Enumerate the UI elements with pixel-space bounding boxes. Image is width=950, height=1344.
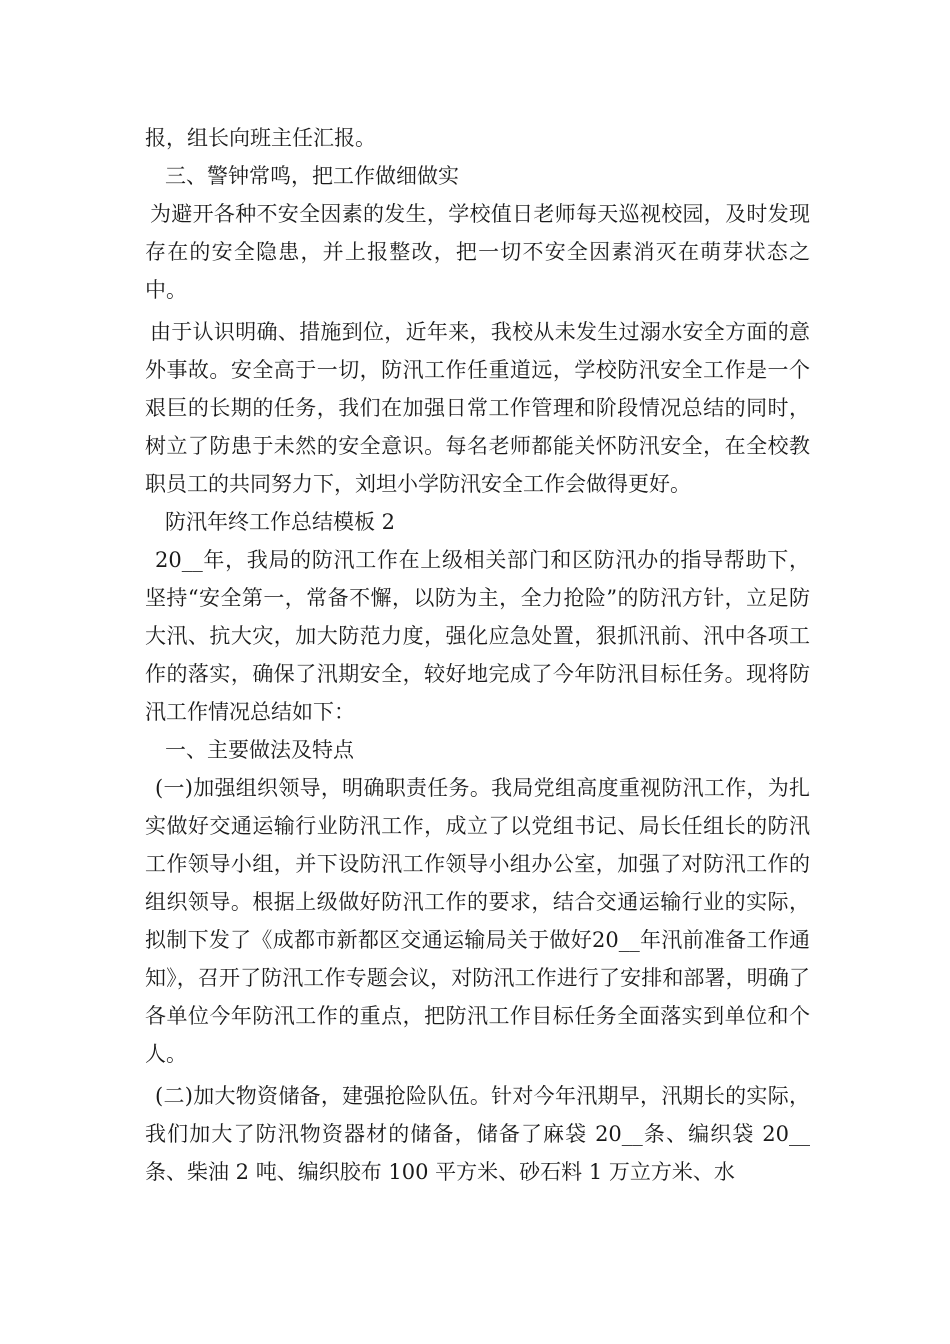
template-title-2: 防汛年终工作总结模板 2: [165, 510, 396, 534]
section-heading-three: 三、警钟常鸣，把工作做细做实: [165, 164, 459, 188]
paragraph-conclusion: 由于认识明确、措施到位，近年来，我校从未发生过溺水安全方面的意外事故。安全高于一切，防汛工作任重道远，学校防汛安全工作是一个艰巨的长期的任务，我们在加强日常工作管理和阶段情况总结的同时，树立了防患于未然的安全意识。每名老师都能关怀防汛安全，在全校教职员工的共同努力下，刘坦小学防汛安全工作会做得更好。: [145, 320, 810, 496]
paragraph-safety-inspection: 为避开各种不安全因素的发生，学校值日老师每天巡视校园，及时发现存在的安全隐患，并上报整改，把一切不安全因素消灭在萌芽状态之中。: [145, 202, 810, 302]
paragraph-organization: (一)加强组织领导，明确职责任务。我局党组高度重视防汛工作，为扎实做好交通运输行业防汛工作，成立了以党组书记、局长任组长的防汛工作领导小组，并下设防汛工作领导小组办公室，加强了对防汛工作的组织领导。根据上级做好防汛工作的要求，结合交通运输行业的实际，拟制下发了《成都市新都区交通运输局关于做好20__年汛前准备工作通知》，召开了防汛工作专题会议，对防汛工作进行了安排和部署，明确了各单位今年防汛工作的重点，把防汛工作目标任务全面落实到单位和个人。: [145, 776, 810, 1066]
section-heading-one: 一、主要做法及特点: [165, 738, 354, 762]
paragraph-intro-2: 20__年，我局的防汛工作在上级相关部门和区防汛办的指导帮助下，坚持“安全第一，常备不懈，以防为主，全力抢险”的防汛方针，立足防大汛、抗大灾，加大防范力度，强化应急处置，狠抓汛前、汛中各项工作的落实，确保了汛期安全，较好地完成了今年防汛目标任务。现将防汛工作情况总结如下：: [145, 548, 810, 724]
paragraph-materials: (二)加大物资储备，建强抢险队伍。针对今年汛期早，汛期长的实际，我们加大了防汛物资器材的储备，储备了麻袋 20__条、编织袋 20__条、柴油 2 吨、编织胶布 100 平方米、砂石料 1 万立方米、水: [145, 1084, 810, 1184]
document-body: [145, 119, 810, 1191]
paragraph-continuation: 报，组长向班主任汇报。: [145, 126, 376, 150]
